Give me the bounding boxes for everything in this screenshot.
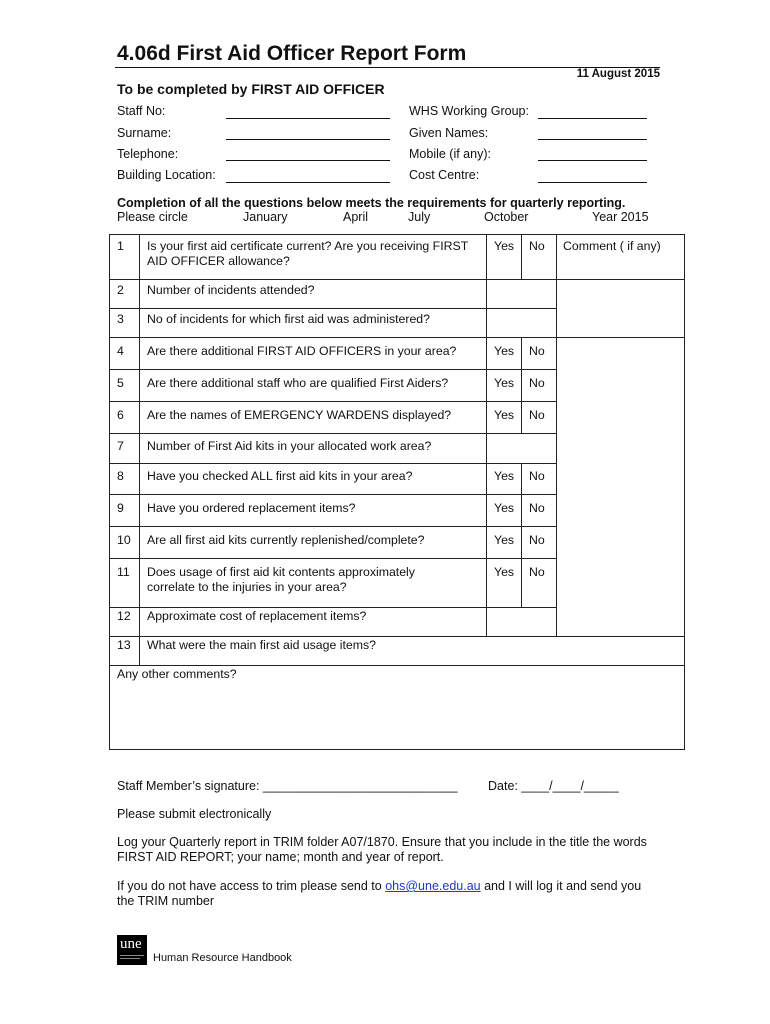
question-text: Have you ordered replacement items? — [147, 501, 356, 515]
question-number: 8 — [117, 469, 124, 483]
period-selector — [117, 210, 657, 226]
cost-centre-field[interactable] — [538, 182, 647, 183]
comment-header: Comment ( if any) — [563, 239, 661, 253]
other-comments-label: Any other comments? — [117, 667, 237, 681]
trim-access-text-end: and I will log it and send you the TRIM number — [117, 879, 642, 908]
question-number: 10 — [117, 533, 131, 547]
question-number: 9 — [117, 501, 124, 515]
question-text: No of incidents for which first aid was administered? — [147, 312, 430, 326]
other-comments-area[interactable] — [113, 684, 679, 744]
period-option-january[interactable]: January — [243, 210, 288, 224]
question-number: 11 — [117, 565, 130, 579]
surname-label: Surname: — [117, 126, 172, 140]
given-names-label: Given Names: — [409, 126, 489, 140]
yes-option[interactable]: Yes — [494, 469, 515, 483]
period-year: Year 2015 — [592, 210, 649, 224]
building-location-label: Building Location: — [117, 168, 216, 182]
logo-wordmark: une — [120, 936, 142, 952]
question-number: 6 — [117, 408, 124, 422]
handbook-label: Human Resource Handbook — [153, 952, 292, 964]
yes-option[interactable]: Yes — [494, 376, 515, 390]
no-option[interactable]: No — [529, 376, 545, 390]
question-number: 5 — [117, 376, 124, 390]
telephone-label: Telephone: — [117, 147, 179, 161]
table-border-right — [684, 234, 685, 750]
trim-access-note — [117, 879, 647, 909]
no-option[interactable]: No — [529, 239, 545, 253]
question-text: Approximate cost of replacement items? — [147, 609, 367, 623]
email-link[interactable]: ohs@une.edu.au — [385, 879, 481, 893]
no-option[interactable]: No — [529, 408, 545, 422]
signature-label: Staff Member’s signature: ____________________________ — [117, 779, 458, 793]
staff-no-field[interactable] — [226, 118, 390, 119]
trim-instructions: Log your Quarterly report in TRIM folder A07/1870. Ensure that you include in the title the words FIRST AID REPORT; your name; month and year of report. — [117, 835, 647, 864]
no-option[interactable]: No — [529, 565, 545, 579]
page-title: 4.06d First Aid Officer Report Form — [117, 42, 467, 65]
table-border-left — [109, 234, 110, 750]
no-option[interactable]: No — [529, 344, 545, 358]
submit-note: Please submit electronically — [117, 807, 272, 821]
given-names-field[interactable] — [538, 139, 647, 140]
yes-option[interactable]: Yes — [494, 239, 515, 253]
question-number: 4 — [117, 344, 124, 358]
mobile-label: Mobile (if any): — [409, 147, 491, 161]
questions-table — [109, 234, 685, 750]
table-border-bottom — [109, 749, 685, 750]
surname-field[interactable] — [226, 139, 390, 140]
question-text: Number of incidents attended? — [147, 283, 315, 297]
question-text: Are there additional staff who are qualified First Aiders? — [147, 376, 449, 390]
question-text: Is your first aid certificate current? Are you receiving FIRST AID OFFICER allowance? — [147, 239, 468, 268]
telephone-field[interactable] — [226, 160, 390, 161]
yes-option[interactable]: Yes — [494, 408, 515, 422]
date-label: Date: ____/____/_____ — [488, 779, 619, 793]
staff-no-label: Staff No: — [117, 104, 166, 118]
period-option-october[interactable]: October — [484, 210, 529, 224]
yes-option[interactable]: Yes — [494, 533, 515, 547]
table-border-top — [109, 234, 685, 235]
question-text: What were the main first aid usage items? — [147, 638, 376, 652]
form-subtitle: To be completed by FIRST AID OFFICER — [117, 81, 385, 97]
period-label: Please circle — [117, 210, 188, 224]
no-option[interactable]: No — [529, 501, 545, 515]
une-logo — [117, 935, 147, 965]
trim-access-text: If you do not have access to trim please send to — [117, 879, 386, 893]
question-text: Have you checked ALL first aid kits in your area? — [147, 469, 413, 483]
whs-group-label: WHS Working Group: — [409, 104, 529, 118]
question-number: 1 — [117, 239, 124, 253]
period-option-april[interactable]: April — [343, 210, 369, 224]
question-text: Does usage of first aid kit contents approximately correlate to the injuries in your area? — [147, 565, 415, 594]
document-date: 11 August 2015 — [576, 68, 660, 80]
no-option[interactable]: No — [529, 469, 545, 483]
completion-note: Completion of all the questions below meets the requirements for quarterly reporting. — [117, 196, 626, 210]
question-number: 7 — [117, 439, 124, 453]
no-option[interactable]: No — [529, 533, 545, 547]
yes-option[interactable]: Yes — [494, 565, 515, 579]
building-location-field[interactable] — [226, 182, 390, 183]
question-text: Number of First Aid kits in your allocated work area? — [147, 439, 432, 453]
question-number: 3 — [117, 312, 124, 326]
question-text: Are the names of EMERGENCY WARDENS displayed? — [147, 408, 452, 422]
period-option-july[interactable]: July — [408, 210, 431, 224]
question-number: 12 — [117, 609, 131, 623]
whs-group-field[interactable] — [538, 118, 647, 119]
cost-centre-label: Cost Centre: — [409, 168, 480, 182]
yes-option[interactable]: Yes — [494, 344, 515, 358]
question-text: Are there additional FIRST AID OFFICERS in your area? — [147, 344, 457, 358]
question-text: Are all first aid kits currently replenished/complete? — [147, 533, 425, 547]
question-number: 13 — [117, 638, 131, 652]
question-number: 2 — [117, 283, 124, 297]
mobile-field[interactable] — [538, 160, 647, 161]
yes-option[interactable]: Yes — [494, 501, 515, 515]
